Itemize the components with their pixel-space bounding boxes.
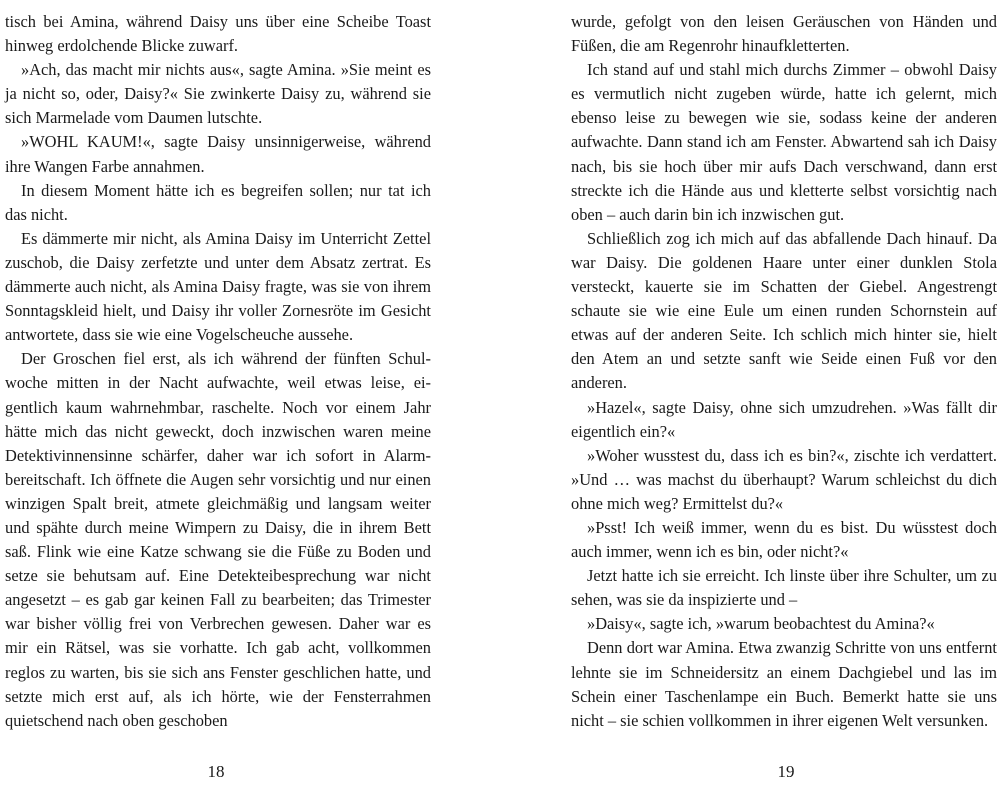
paragraph: In diesem Moment hätte ich es begreifen sollen; nur tat ich das nicht. xyxy=(5,180,431,224)
paragraph: tisch bei Amina, während Daisy uns über eine Scheibe Toast hinweg erdolchende Blicke zuwarf. xyxy=(5,12,431,56)
paragraph: »Ach, das macht mir nichts aus«, sagte Amina. »Sie meint es ja nicht so, oder, Daisy?« Sie zwinkerte Daisy zu, während sie sich Marmelade vom Daumen lutschte. xyxy=(5,60,431,128)
page-number-right: 19 xyxy=(777,762,795,781)
paragraph: »Psst! Ich weiß immer, wenn du es bist. Du wüsstest doch auch immer, wenn ich es bin, oder nicht?« xyxy=(571,517,997,562)
paragraph: Denn dort war Amina. Etwa zwanzig Schritte von uns entfernt lehnte sie im Schneidersitz an einem Dachgiebel und las im Schein einer Taschenlampe ein Buch. Bemerkt hatte sie uns nicht – sie schien vollkommen in ihrer eigenen Welt versunken. xyxy=(571,638,997,730)
paragraph: Der Groschen fiel erst, als ich während der fünften Schulwoche mitten in der Nacht aufwachte, weil etwas leise, eigentlich kaum wahrnehmbar, raschelte. Noch vor einem Jahr hätte mich das nicht geweckt, doch inzwischen waren meine Detektivinnensinne schärfer, daher war ich sofort in Alarmbereitschaft. Ich öffnete die Augen sehr vorsichtig und nur einen winzigen Spalt breit, atmete gleichmäßig und langsam weiter und spähte durch meine Wimpern zu Daisy, die in ihrem Bett saß. Flink wie eine Katze schwang sie die Füße zu Boden und setze sie behutsam auf. Eine Detekteibesprechung war nicht angesetzt – es gab gar keinen Fall zu bearbeiten; das Trimester war bisher völlig frei von Verbrechen gewesen. Daher war es mir ein Rätsel, was sie vorhatte. Ich gab acht, vollkommen reglos zu warten, bis sie sich ans Fenster geschlichen hatte, und setzte mich erst auf, als ich hörte, wie der Fensterrahmen quietschend nach oben geschoben xyxy=(5,349,431,730)
paragraph: »Woher wusstest du, dass ich es bin?«, zischte ich verdattert. »Und … was machst du überhaupt? Warum schleichst du dich ohne mich weg? Ermittelst du?« xyxy=(571,445,997,513)
paragraph: Ich stand auf und stahl mich durchs Zimmer – obwohl Daisy es vermutlich nicht zugeben würde, hatte ich gelernt, mich ebenso leise zu bewegen wie sie, sodass keine der anderen aufwachte. Dann stand ich am Fenster. Abwartend sah ich Daisy nach, bis sie hoch über mir aufs Dach verschwand, dann erst streckte ich die Hände aus und kletterte selbst vorsichtig nach oben – auch darin bin ich inzwischen gut. xyxy=(571,60,997,224)
paragraph: Es dämmerte mir nicht, als Amina Daisy im Unterricht Zettel zuschob, die Daisy zerfetzte und unter dem Absatz zertrat. Es dämmerte auch nicht, als Amina Daisy fragte, was sie von ihrem Sonntagskleid hielt, und Daisy ihr voller Zornesröte im Gesicht antwortete, dass sie wie eine Vogelscheuche aussehe. xyxy=(5,228,431,345)
paragraph: Schließlich zog ich mich auf das abfallende Dach hinauf. Da war Daisy. Die goldenen Haare unter einer dunklen Stola versteckt, kauerte sie im Schatten der Giebel. Angestrengt schaute sie wie eine Eule um einen runden Schornstein auf etwas auf der anderen Seite. Ich schlich mich hinter sie, hielt den Atem an und setzte sanft wie Seide einen Fuß vor den anderen. xyxy=(571,228,997,393)
left-page xyxy=(5,10,431,733)
right-page xyxy=(571,10,997,733)
paragraph: »Daisy«, sagte ich, »warum beobachtest du Amina?« xyxy=(587,614,935,634)
paragraph: »Hazel«, sagte Daisy, ohne sich umzudrehen. »Was fällt dir eigentlich ein?« xyxy=(571,397,997,441)
paragraph: »WOHL KAUM!«, sagte Daisy unsinnigerweise, während ihre Wangen Farbe annahmen. xyxy=(5,132,431,176)
paragraph: Jetzt hatte ich sie erreicht. Ich linste über ihre Schulter, um zu sehen, was sie da inspizierte und – xyxy=(571,566,997,610)
page-number-left: 18 xyxy=(207,762,225,781)
paragraph: wurde, gefolgt von den leisen Geräuschen von Händen und Füßen, die am Regenrohr hinaufkletterten. xyxy=(571,12,997,56)
